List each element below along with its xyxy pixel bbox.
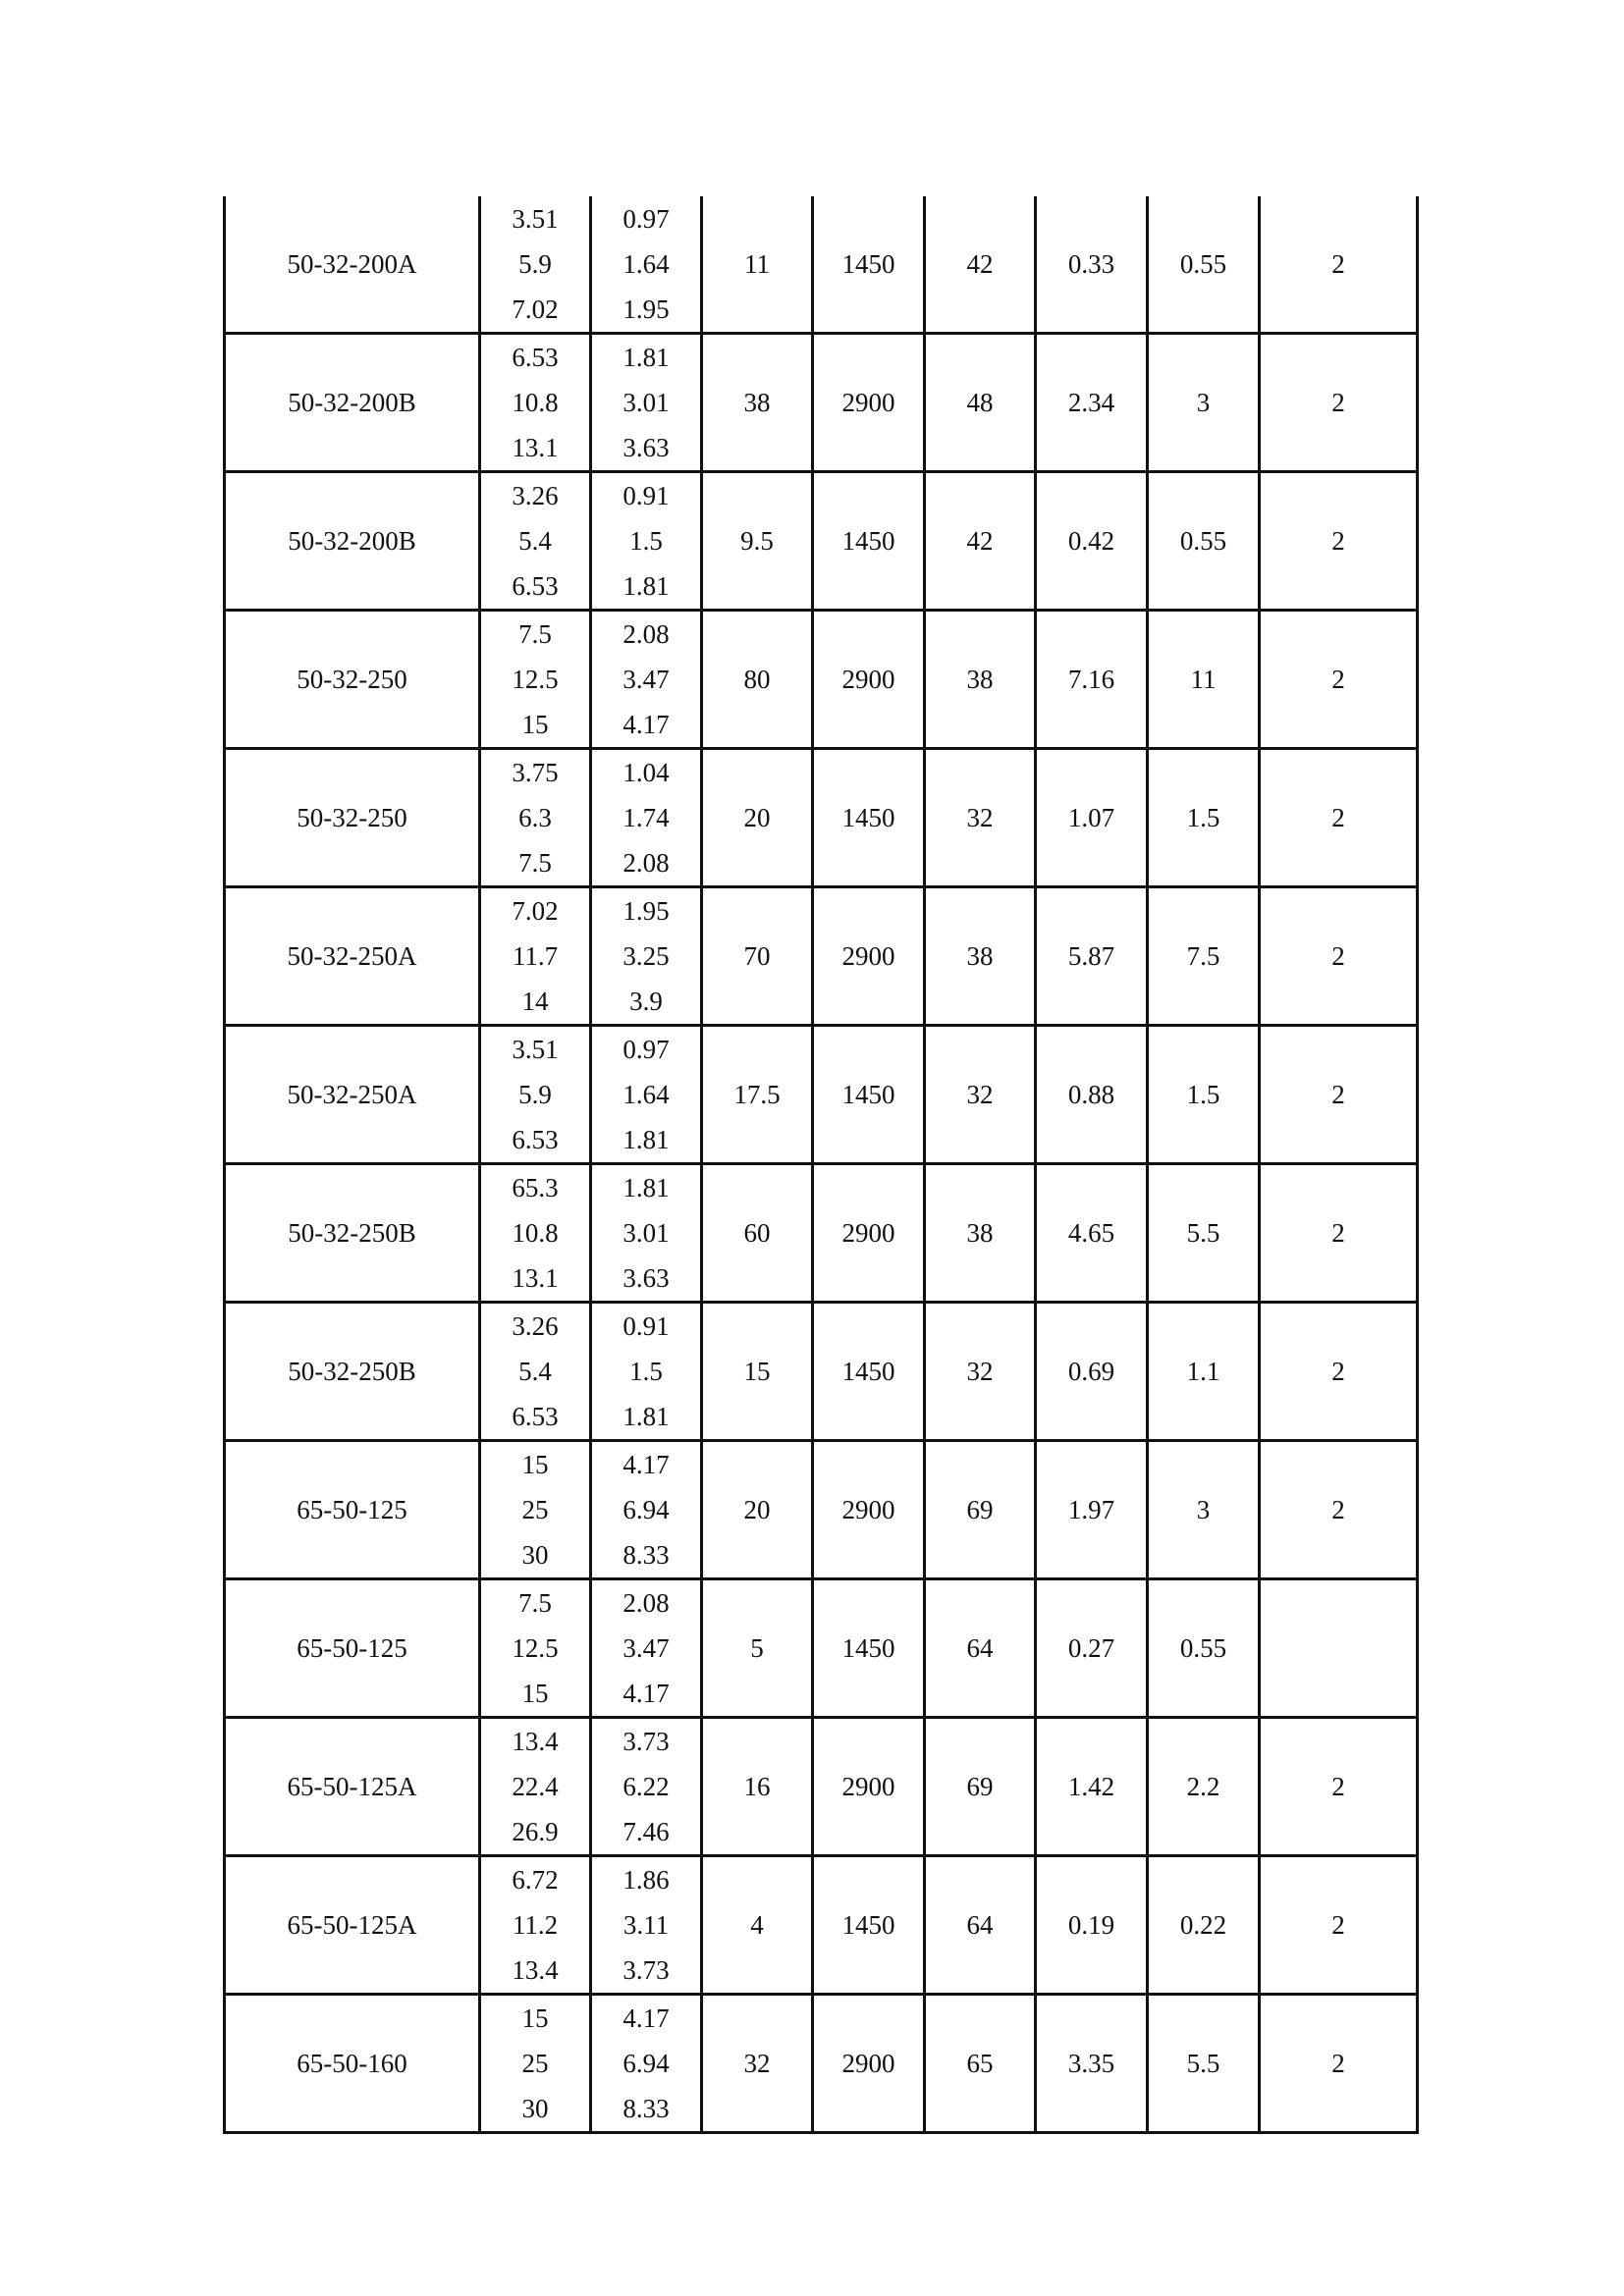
speed-cell: 2900 [813,1718,925,1856]
flow-cell-value: 3.75 [512,758,559,787]
flow-cell-value: 5.9 [518,249,552,279]
motor-power-cell: 1.5 [1148,749,1260,887]
flow2-cell-value: 3.01 [623,1218,670,1248]
flow-cell [480,472,591,611]
flow2-cell [591,611,702,749]
flow2-cell [591,334,702,472]
table-row [225,196,1418,334]
flow2-cell-value: 2.08 [623,848,670,878]
efficiency-cell: 69 [925,1441,1036,1579]
speed-cell: 1450 [813,196,925,334]
flow2-cell-value: 2.08 [623,1588,670,1618]
flow2-cell [591,472,702,611]
flow-cell-value: 13.1 [512,433,559,462]
flow2-cell [591,1579,702,1718]
shaft-power-cell: 0.88 [1036,1026,1148,1164]
flow-cell-value: 7.02 [512,896,559,926]
flow-cell-value: 7.5 [518,1588,552,1618]
npsh-cell: 2 [1260,1856,1418,1995]
table-row [225,334,1418,472]
flow2-cell-value: 4.17 [623,2003,670,2033]
efficiency-cell: 65 [925,1995,1036,2133]
npsh-cell: 2 [1260,1441,1418,1579]
flow2-cell-value: 2.08 [623,619,670,649]
model-cell: 50-32-200B [225,472,480,611]
npsh-cell: 2 [1260,887,1418,1026]
flow-cell-value: 13.1 [512,1263,559,1293]
model-cell: 50-32-250A [225,887,480,1026]
flow-cell-value: 12.5 [512,665,559,694]
model-cell: 50-32-250 [225,749,480,887]
efficiency-cell: 38 [925,1164,1036,1303]
npsh-cell: 2 [1260,611,1418,749]
flow2-cell-value: 8.33 [623,2094,670,2123]
flow2-cell-value: 1.81 [623,343,670,372]
shaft-power-cell: 0.42 [1036,472,1148,611]
efficiency-cell: 42 [925,196,1036,334]
npsh-cell: 2 [1260,1164,1418,1303]
motor-power-cell: 0.55 [1148,196,1260,334]
flow2-cell-value: 7.46 [623,1817,670,1846]
npsh-cell: 2 [1260,1303,1418,1441]
flow-cell-value: 15 [521,1679,549,1708]
head-cell: 15 [702,1303,813,1441]
flow2-cell-value: 1.5 [629,1357,663,1386]
flow-cell-value: 5.9 [518,1080,552,1109]
shaft-power-cell: 1.97 [1036,1441,1148,1579]
table-row [225,1579,1418,1718]
flow-cell [480,1579,591,1718]
table-row [225,887,1418,1026]
flow2-cell [591,196,702,334]
efficiency-cell: 32 [925,749,1036,887]
flow2-cell-value: 1.86 [623,1865,670,1895]
head-cell: 5 [702,1579,813,1718]
flow-cell [480,1441,591,1579]
flow2-cell-value: 3.9 [629,987,663,1016]
flow-cell-value: 25 [521,2049,549,2078]
flow-cell-value: 12.5 [512,1633,559,1663]
efficiency-cell: 48 [925,334,1036,472]
flow-cell-value: 30 [521,2094,549,2123]
efficiency-cell: 38 [925,611,1036,749]
table-row [225,1995,1418,2133]
model-cell: 50-32-200A [225,196,480,334]
head-cell: 38 [702,334,813,472]
flow2-cell [591,887,702,1026]
flow2-cell-value: 0.91 [623,1311,670,1341]
model-cell: 65-50-125A [225,1856,480,1995]
flow-cell-value: 3.26 [512,1311,559,1341]
motor-power-cell: 2.2 [1148,1718,1260,1856]
npsh-cell [1260,1579,1418,1718]
flow-cell-value: 7.02 [512,294,559,324]
pump-spec-table [223,196,1419,2134]
flow-cell-value: 15 [521,2003,549,2033]
shaft-power-cell: 0.19 [1036,1856,1148,1995]
flow-cell-value: 14 [521,987,549,1016]
efficiency-cell: 38 [925,887,1036,1026]
flow-cell-value: 5.4 [518,1357,552,1386]
shaft-power-cell: 2.34 [1036,334,1148,472]
efficiency-cell: 64 [925,1856,1036,1995]
model-cell: 50-32-250B [225,1303,480,1441]
flow-cell-value: 30 [521,1540,549,1570]
flow-cell-value: 13.4 [512,1955,559,1985]
flow-cell-value: 15 [521,710,549,739]
flow-cell-value: 26.9 [512,1817,559,1846]
shaft-power-cell: 1.07 [1036,749,1148,887]
flow-cell [480,1303,591,1441]
table-row [225,1441,1418,1579]
head-cell: 70 [702,887,813,1026]
shaft-power-cell: 3.35 [1036,1995,1148,2133]
motor-power-cell: 3 [1148,1441,1260,1579]
flow2-cell-value: 1.64 [623,249,670,279]
speed-cell: 2900 [813,1441,925,1579]
flow-cell [480,334,591,472]
npsh-cell: 2 [1260,1995,1418,2133]
flow-cell-value: 7.5 [518,619,552,649]
flow-cell [480,749,591,887]
efficiency-cell: 64 [925,1579,1036,1718]
efficiency-cell: 69 [925,1718,1036,1856]
model-cell: 65-50-125A [225,1718,480,1856]
flow-cell-value: 15 [521,1450,549,1479]
head-cell: 60 [702,1164,813,1303]
flow2-cell [591,1164,702,1303]
flow2-cell-value: 6.94 [623,1495,670,1524]
motor-power-cell: 5.5 [1148,1995,1260,2133]
motor-power-cell: 0.55 [1148,472,1260,611]
head-cell: 11 [702,196,813,334]
model-cell: 50-32-250A [225,1026,480,1164]
shaft-power-cell: 5.87 [1036,887,1148,1026]
speed-cell: 2900 [813,1164,925,1303]
flow2-cell-value: 0.97 [623,1035,670,1064]
flow2-cell-value: 1.95 [623,896,670,926]
flow-cell-value: 3.51 [512,204,559,234]
flow2-cell [591,1303,702,1441]
flow2-cell-value: 1.04 [623,758,670,787]
speed-cell: 2900 [813,887,925,1026]
flow-cell [480,1856,591,1995]
table-row [225,1164,1418,1303]
flow-cell-value: 10.8 [512,388,559,417]
flow2-cell-value: 8.33 [623,1540,670,1570]
head-cell: 17.5 [702,1026,813,1164]
flow2-cell-value: 3.63 [623,1263,670,1293]
flow-cell-value: 11.2 [512,1910,559,1940]
model-cell: 65-50-160 [225,1995,480,2133]
speed-cell: 2900 [813,334,925,472]
flow-cell [480,1995,591,2133]
model-cell: 65-50-125 [225,1579,480,1718]
head-cell: 9.5 [702,472,813,611]
motor-power-cell: 1.5 [1148,1026,1260,1164]
efficiency-cell: 42 [925,472,1036,611]
table-row [225,472,1418,611]
flow2-cell-value: 4.17 [623,1679,670,1708]
flow-cell [480,611,591,749]
flow-cell-value: 6.72 [512,1865,559,1895]
flow2-cell-value: 1.74 [623,803,670,832]
motor-power-cell: 11 [1148,611,1260,749]
shaft-power-cell: 4.65 [1036,1164,1148,1303]
efficiency-cell: 32 [925,1026,1036,1164]
npsh-cell: 2 [1260,749,1418,887]
motor-power-cell: 7.5 [1148,887,1260,1026]
flow-cell-value: 5.4 [518,526,552,556]
table-row [225,611,1418,749]
motor-power-cell: 5.5 [1148,1164,1260,1303]
flow2-cell [591,1441,702,1579]
efficiency-cell: 32 [925,1303,1036,1441]
flow-cell [480,1026,591,1164]
flow2-cell-value: 1.5 [629,526,663,556]
flow2-cell-value: 3.73 [623,1727,670,1756]
flow2-cell-value: 1.81 [623,1125,670,1154]
speed-cell: 1450 [813,1856,925,1995]
table-row [225,1303,1418,1441]
flow2-cell-value: 4.17 [623,1450,670,1479]
shaft-power-cell: 0.69 [1036,1303,1148,1441]
flow-cell-value: 6.53 [512,1402,559,1431]
motor-power-cell: 1.1 [1148,1303,1260,1441]
flow2-cell-value: 3.25 [623,941,670,971]
motor-power-cell: 0.55 [1148,1579,1260,1718]
table-body [225,196,1418,2133]
model-cell: 50-32-200B [225,334,480,472]
speed-cell: 1450 [813,472,925,611]
flow2-cell [591,749,702,887]
npsh-cell: 2 [1260,1718,1418,1856]
flow-cell-value: 7.5 [518,848,552,878]
flow-cell-value: 3.51 [512,1035,559,1064]
flow2-cell [591,1995,702,2133]
shaft-power-cell: 0.33 [1036,196,1148,334]
table-row [225,1856,1418,1995]
motor-power-cell: 3 [1148,334,1260,472]
flow-cell-value: 11.7 [512,941,559,971]
flow2-cell-value: 6.22 [623,1772,670,1801]
flow2-cell-value: 1.95 [623,294,670,324]
head-cell: 20 [702,749,813,887]
speed-cell: 1450 [813,1026,925,1164]
table-row [225,749,1418,887]
speed-cell: 1450 [813,1579,925,1718]
flow2-cell-value: 3.73 [623,1955,670,1985]
flow-cell-value: 10.8 [512,1218,559,1248]
npsh-cell: 2 [1260,334,1418,472]
flow2-cell [591,1026,702,1164]
flow2-cell-value: 3.47 [623,1633,670,1663]
flow2-cell-value: 1.81 [623,1173,670,1202]
flow-cell [480,196,591,334]
flow-cell-value: 6.3 [518,803,552,832]
shaft-power-cell: 0.27 [1036,1579,1148,1718]
npsh-cell: 2 [1260,196,1418,334]
flow2-cell-value: 0.91 [623,481,670,510]
speed-cell: 2900 [813,611,925,749]
flow-cell-value: 6.53 [512,571,559,601]
flow2-cell-value: 1.81 [623,1402,670,1431]
motor-power-cell: 0.22 [1148,1856,1260,1995]
head-cell: 80 [702,611,813,749]
flow2-cell-value: 0.97 [623,204,670,234]
model-cell: 65-50-125 [225,1441,480,1579]
flow2-cell-value: 3.63 [623,433,670,462]
speed-cell: 1450 [813,749,925,887]
flow-cell-value: 3.26 [512,481,559,510]
head-cell: 16 [702,1718,813,1856]
flow2-cell [591,1718,702,1856]
shaft-power-cell: 1.42 [1036,1718,1148,1856]
head-cell: 20 [702,1441,813,1579]
flow-cell [480,1164,591,1303]
flow-cell [480,887,591,1026]
flow2-cell-value: 6.94 [623,2049,670,2078]
flow2-cell-value: 4.17 [623,710,670,739]
head-cell: 4 [702,1856,813,1995]
table-row [225,1718,1418,1856]
model-cell: 50-32-250B [225,1164,480,1303]
flow2-cell [591,1856,702,1995]
table-row [225,1026,1418,1164]
model-cell: 50-32-250 [225,611,480,749]
flow-cell-value: 25 [521,1495,549,1524]
shaft-power-cell: 7.16 [1036,611,1148,749]
flow-cell-value: 6.53 [512,343,559,372]
speed-cell: 1450 [813,1303,925,1441]
flow2-cell-value: 3.47 [623,665,670,694]
flow-cell [480,1718,591,1856]
flow2-cell-value: 1.64 [623,1080,670,1109]
flow-cell-value: 13.4 [512,1727,559,1756]
npsh-cell: 2 [1260,472,1418,611]
flow-cell-value: 22.4 [512,1772,559,1801]
flow2-cell-value: 1.81 [623,571,670,601]
head-cell: 32 [702,1995,813,2133]
flow2-cell-value: 3.01 [623,388,670,417]
flow-cell-value: 65.3 [512,1173,559,1202]
speed-cell: 2900 [813,1995,925,2133]
npsh-cell: 2 [1260,1026,1418,1164]
flow2-cell-value: 3.11 [623,1910,670,1940]
flow-cell-value: 6.53 [512,1125,559,1154]
